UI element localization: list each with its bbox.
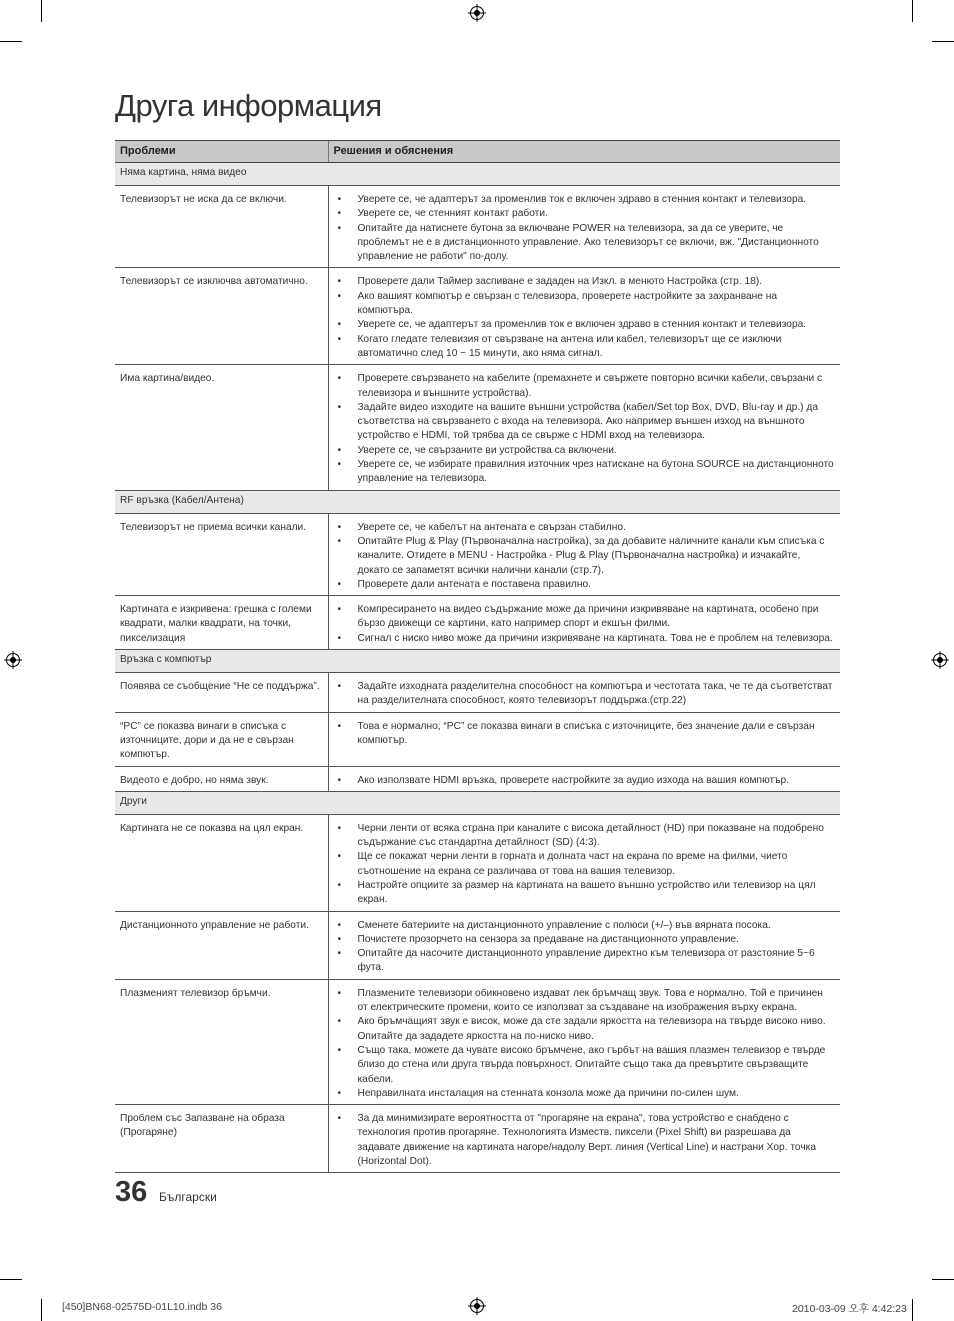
list-item	[338, 578, 836, 592]
problem-cell: “PC” се показва винаги в списъка с източниците, дори и да не е свързан компютър.	[115, 712, 328, 766]
solution-list	[338, 774, 836, 788]
solution-text: Ако вашият компютър е свързан с телевизора, проверете настройките за захранване на компютъра.	[357, 290, 778, 317]
solution-text: Уверете се, че кабелът на антената е свързан стабилно.	[357, 521, 626, 533]
bullet-icon: •	[337, 373, 342, 385]
solution-cell	[328, 1105, 840, 1173]
list-item	[338, 850, 836, 879]
list-item	[338, 603, 836, 632]
list-item	[338, 1044, 836, 1087]
bullet-icon: •	[337, 1016, 342, 1028]
crop-mark	[0, 41, 22, 42]
solution-cell	[328, 911, 840, 979]
problem-cell: Картината е изкривена: грешка с големи квадрати, малки квадрати, на точки, пикселизация	[115, 596, 328, 650]
solution-list	[338, 720, 836, 749]
solution-text: Опитайте да натиснете бутона за включване POWER на телевизора, за да се уверите, че проблемът не е в дистанционното управление. Ако телевизорът се включи, вж. "Дистанционното управление не работи" по-долу.	[357, 222, 819, 263]
bullet-icon: •	[337, 290, 342, 302]
list-item	[338, 632, 836, 646]
imprint-date: 2010-03-09 오후 4:42:23	[792, 1303, 907, 1315]
solution-list	[338, 1112, 836, 1169]
list-item	[338, 822, 836, 851]
list-item	[338, 444, 836, 458]
table-row	[115, 186, 840, 268]
list-item	[338, 275, 836, 289]
list-item	[338, 987, 836, 1016]
solution-text: Плазмените телевизори обикновено издават лек бръмчащ звук. Това е нормално. Той е причинен от електрическите промени, които се използват за създаване на изображения върху екрана.	[357, 987, 823, 1014]
bullet-icon: •	[337, 535, 342, 547]
problem-cell: Видеото е добро, но няма звук.	[115, 766, 328, 791]
list-item	[338, 207, 836, 221]
solution-text: Също така, можете да чувате високо бръмчене, ако гърбът на вашия плазмен телевизор е твърде близо до стена или друга твърда повърхност. Опитайте също така да превъртите свързващите кабели.	[357, 1044, 826, 1085]
bullet-icon: •	[337, 632, 342, 644]
crop-mark	[932, 1279, 954, 1280]
section-label: Връзка с компютър	[115, 650, 840, 673]
solution-text: Това е нормално; “PC” се показва винаги в списъка с източниците, без значение дали е свързан компютър.	[357, 720, 815, 746]
bullet-icon: •	[337, 720, 342, 732]
solution-text: Задайте видео изходите на вашите външни устройства (кабел/Set top Box, DVD, Blu-ray и др.) да съответства на свързването с входа на телевизора. Ако например външен изход на външното устройство е HDMI, той трябва да се свърже с HDMI вход на телевизора.	[357, 401, 818, 442]
crop-mark	[41, 0, 42, 22]
problem-cell: Картината не се показва на цял екран.	[115, 814, 328, 911]
list-item	[338, 222, 836, 265]
section-row	[115, 163, 840, 186]
solution-list	[338, 680, 836, 709]
registration-mark-icon	[931, 651, 949, 669]
solution-text: Задайте изходната разделителна способност на компютъра и честотата така, че те да съответстват на разделителната способност, която телевизорът поддържа.(стр.22)	[357, 681, 833, 707]
list-item	[338, 1015, 836, 1044]
solution-list	[338, 275, 836, 361]
list-item	[338, 521, 836, 535]
bullet-icon: •	[337, 681, 342, 693]
table-row	[115, 365, 840, 490]
problem-cell: Телевизорът се изключва автоматично.	[115, 268, 328, 365]
section-label: Други	[115, 791, 840, 814]
list-item	[338, 535, 836, 578]
solution-text: Компресирането на видео съдържание може да причини изкривяване на картината, особено при бързо движещи се картини, като например спорт и екшън филми.	[357, 604, 819, 630]
crop-mark	[932, 41, 954, 42]
registration-mark-icon	[468, 4, 486, 22]
page-title: Друга информация	[115, 88, 382, 123]
table-row	[115, 712, 840, 766]
solution-text: Уверете се, че стенният контакт работи.	[357, 208, 548, 220]
problem-cell: Появява се съобщение “Не се поддържа”.	[115, 673, 328, 713]
bullet-icon: •	[337, 919, 342, 931]
solution-text: Когато гледате телевизия от свързване на антена или кабел, телевизорът ще се изключи автоматично след 10 ~ 15 минути, ако няма сигнал.	[357, 333, 782, 359]
section-row	[115, 791, 840, 814]
solution-text: Черни ленти от всяка страна при каналите с висока детайлност (HD) при показване на подобрено съдържание със стандартна детайлност (SD) (4:3).	[357, 822, 824, 849]
list-item	[338, 1112, 836, 1169]
bullet-icon: •	[337, 401, 342, 413]
problem-cell: Плазменият телевизор бръмчи.	[115, 979, 328, 1104]
table-body	[115, 163, 840, 1173]
table-row	[115, 766, 840, 791]
column-header-solutions: Решения и обяснения	[328, 141, 840, 163]
solution-text: Опитайте да насочите дистанционното управление директно към телевизора от разстояние 5~6 фута.	[357, 948, 815, 974]
solution-text: Проверете дали антената е поставена правилно.	[357, 578, 591, 590]
table-row	[115, 979, 840, 1104]
troubleshooting-table	[115, 140, 840, 1173]
bullet-icon: •	[337, 521, 342, 533]
list-item	[338, 372, 836, 401]
problem-cell: Има картина/видео.	[115, 365, 328, 490]
solution-list	[338, 919, 836, 976]
bullet-icon: •	[337, 444, 342, 456]
list-item	[338, 318, 836, 332]
problem-cell: Телевизорът не иска да се включи.	[115, 186, 328, 268]
bullet-icon: •	[337, 333, 342, 345]
bullet-icon: •	[337, 604, 342, 616]
list-item	[338, 458, 836, 487]
list-item	[338, 290, 836, 319]
solution-list	[338, 987, 836, 1101]
solution-cell	[328, 673, 840, 713]
list-item	[338, 933, 836, 947]
solution-text: Проверете свързването на кабелите (премахнете и свържете повторно всички кабели, свързани с телевизора и външните устройства).	[357, 373, 823, 399]
bullet-icon: •	[337, 774, 342, 786]
imprint-file: [450]BN68-02575D-01L10.indb 36	[62, 1301, 222, 1313]
problem-cell: Дистанционното управление не работи.	[115, 911, 328, 979]
solution-text: Опитайте Plug & Play (Първоначална настройка), за да добавите наличните канали към списъка с каналите. Отидете в MENU - Настройка - Plug & Play (Първоначална настройка) и изчакайте, докато се запаметят всички налични канали (стр.7).	[357, 535, 825, 576]
table-row	[115, 596, 840, 650]
list-item	[338, 947, 836, 976]
solution-list	[338, 822, 836, 908]
bullet-icon: •	[337, 1087, 342, 1099]
list-item	[338, 720, 836, 749]
solution-text: Настройте опциите за размер на картината на вашето външно устройство или телевизор на цял екран.	[357, 879, 816, 906]
solution-text: За да минимизирате вероятността от "прогаряне на екрана", това устройство е снабдено с технология против прогаряне. Технологията Изместв. пиксели (Pixel Shift) ви разрешава да задавате движение на картината нагоре/надолу Верт. линия (Vertical Line) и настрани Хор. точка (Horizontal Dot).	[357, 1113, 816, 1168]
list-item	[338, 193, 836, 207]
solution-cell	[328, 268, 840, 365]
table-row	[115, 814, 840, 911]
section-label: Няма картина, няма видео	[115, 163, 840, 186]
bullet-icon: •	[337, 319, 342, 331]
list-item	[338, 879, 836, 908]
table-row	[115, 1105, 840, 1173]
list-item	[338, 680, 836, 709]
solution-cell	[328, 596, 840, 650]
table-row	[115, 673, 840, 713]
page-number: 36	[115, 1176, 148, 1208]
bullet-icon: •	[337, 578, 342, 590]
solution-text: Ако използвате HDMI връзка, проверете настройките за аудио изхода на вашия компютър.	[357, 774, 790, 786]
solution-cell	[328, 766, 840, 791]
problem-cell: Телевизорът не приема всички канали.	[115, 513, 328, 595]
bullet-icon: •	[337, 276, 342, 288]
bullet-icon: •	[337, 208, 342, 220]
list-item	[338, 919, 836, 933]
bullet-icon: •	[337, 222, 342, 234]
bullet-icon: •	[337, 822, 342, 834]
table-row	[115, 268, 840, 365]
list-item	[338, 774, 836, 788]
bullet-icon: •	[337, 1113, 342, 1125]
solution-list	[338, 603, 836, 646]
bullet-icon: •	[337, 459, 342, 471]
solution-list	[338, 372, 836, 486]
bullet-icon: •	[337, 948, 342, 960]
bullet-icon: •	[337, 1044, 342, 1056]
crop-mark	[41, 1299, 42, 1321]
solution-text: Уверете се, че избирате правилния източник чрез натискане на бутона SOURCE на дистанционното управление на телевизора.	[357, 459, 834, 485]
section-row	[115, 490, 840, 513]
solution-cell	[328, 979, 840, 1104]
registration-mark-icon	[468, 1297, 486, 1315]
solution-text: Ако бръмчащият звук е висок, може да сте задали яркостта на телевизора на твърде високо ниво. Опитайте да зададете яркостта на по-ниско ниво.	[357, 1016, 826, 1042]
list-item	[338, 1087, 836, 1101]
solution-text: Уверете се, че адаптерът за променлив ток е включен здраво в стенния контакт и телевизора.	[357, 319, 807, 331]
bullet-icon: •	[337, 987, 342, 999]
solution-text: Сигнал с ниско ниво може да причини изкривяване на картината. Това не е проблем на телевизора.	[357, 632, 833, 644]
solution-list	[338, 193, 836, 264]
solution-text: Проверете дали Таймер заспиване е зададен на Изкл. в менюто Настройка (стр. 18).	[357, 276, 763, 288]
bullet-icon: •	[337, 194, 342, 205]
problem-cell: Проблем със Запазване на образа (Прогаряне)	[115, 1105, 328, 1173]
section-row	[115, 650, 840, 673]
section-label: RF връзка (Кабел/Антена)	[115, 490, 840, 513]
bullet-icon: •	[337, 851, 342, 863]
crop-mark	[912, 1299, 913, 1321]
registration-mark-icon	[4, 651, 22, 669]
table-row	[115, 513, 840, 595]
solution-cell	[328, 513, 840, 595]
table-row	[115, 911, 840, 979]
solution-text: Уверете се, че свързаните ви устройства са включени.	[357, 444, 617, 456]
solution-text: Неправилната инсталация на стенната конзола може да причини по-силен шум.	[357, 1087, 739, 1099]
solution-list	[338, 521, 836, 592]
bullet-icon: •	[337, 879, 342, 891]
solution-text: Уверете се, че адаптерът за променлив ток е включен здраво в стенния контакт и телевизора.	[357, 194, 807, 205]
crop-mark	[912, 0, 913, 22]
page-language: Български	[159, 1190, 217, 1204]
list-item	[338, 333, 836, 362]
solution-text: Сменете батериите на дистанционното управление с полюси (+/–) във вярната посока.	[357, 919, 771, 931]
bullet-icon: •	[337, 933, 342, 945]
solution-cell	[328, 712, 840, 766]
solution-text: Ще се покажат черни ленти в горната и долната част на екрана по време на филми, чието съотношение на екрана се различава от това на вашия телевизор.	[357, 851, 788, 877]
solution-text: Почистете прозорчето на сензора за предаване на дистанционното управление.	[357, 933, 739, 945]
solution-cell	[328, 365, 840, 490]
solution-cell	[328, 186, 840, 268]
list-item	[338, 401, 836, 444]
column-header-problems: Проблеми	[115, 141, 328, 163]
solution-cell	[328, 814, 840, 911]
crop-mark	[0, 1279, 22, 1280]
